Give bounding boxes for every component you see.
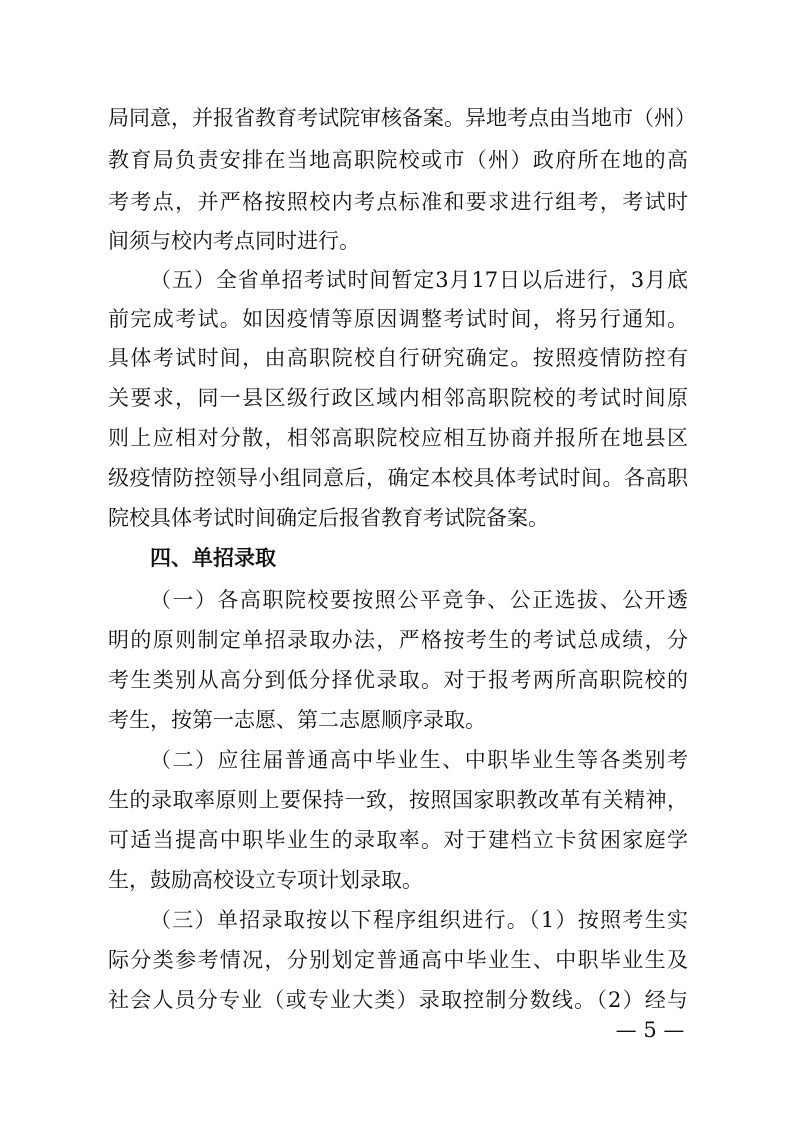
text-line: 院校具体考试时间确定后报省教育考试院备案。: [108, 506, 549, 530]
text-line: 前完成考试。如因疫情等原因调整考试时间，将另行通知。: [108, 307, 688, 331]
page-number: — 5 —: [615, 1018, 685, 1042]
section-heading: 四、单招录取: [150, 546, 276, 570]
text-line: （二）应往届普通高中毕业生、中职毕业生等各类别考: [150, 748, 688, 772]
text-line: 具体考试时间，由高职院校自行研究确定。按照疫情防控有: [108, 346, 688, 370]
text-line: 际分类参考情况，分别划定普通高中毕业生、中职毕业生及: [108, 948, 688, 972]
text-line: 则上应相对分散，相邻高职院校应相互协商并报所在地县区: [108, 426, 688, 450]
text-line: 考考点，并严格按照校内考点标准和要求进行组考，考试时: [108, 190, 688, 214]
text-line: 生的录取率原则上要保持一致，按照国家职教改革有关精神，: [108, 788, 688, 812]
text-line: 明的原则制定单招录取办法，严格按考生的考试总成绩，分: [108, 628, 688, 652]
text-line: 社会人员分专业（或专业大类）录取控制分数线。（2）经与: [108, 988, 688, 1012]
text-line: 考生类别从高分到低分择优录取。对于报考两所高职院校的: [108, 668, 688, 692]
text-line: 可适当提高中职毕业生的录取率。对于建档立卡贫困家庭学: [108, 828, 688, 852]
text-line: 教育局负责安排在当地高职院校或市（州）政府所在地的高: [108, 148, 688, 172]
text-line: 关要求，同一县区级行政区域内相邻高职院校的考试时间原: [108, 386, 688, 410]
text-line: 间须与校内考点同时进行。: [108, 229, 360, 253]
text-line: 局同意，并报省教育考试院审核备案。异地考点由当地市（州）: [108, 106, 696, 130]
text-line: 考生，按第一志愿、第二志愿顺序录取。: [108, 708, 486, 732]
text-line: （三）单招录取按以下程序组织进行。（1）按照考生实: [150, 908, 688, 932]
text-line: 级疫情防控领导小组同意后，确定本校具体考试时间。各高职: [108, 466, 688, 490]
text-line: （五）全省单招考试时间暂定3月17日以后进行，3月底: [150, 268, 688, 292]
text-line: （一）各高职院校要按照公平竞争、公正选拔、公开透: [150, 588, 688, 612]
text-line: 生，鼓励高校设立专项计划录取。: [108, 868, 423, 892]
